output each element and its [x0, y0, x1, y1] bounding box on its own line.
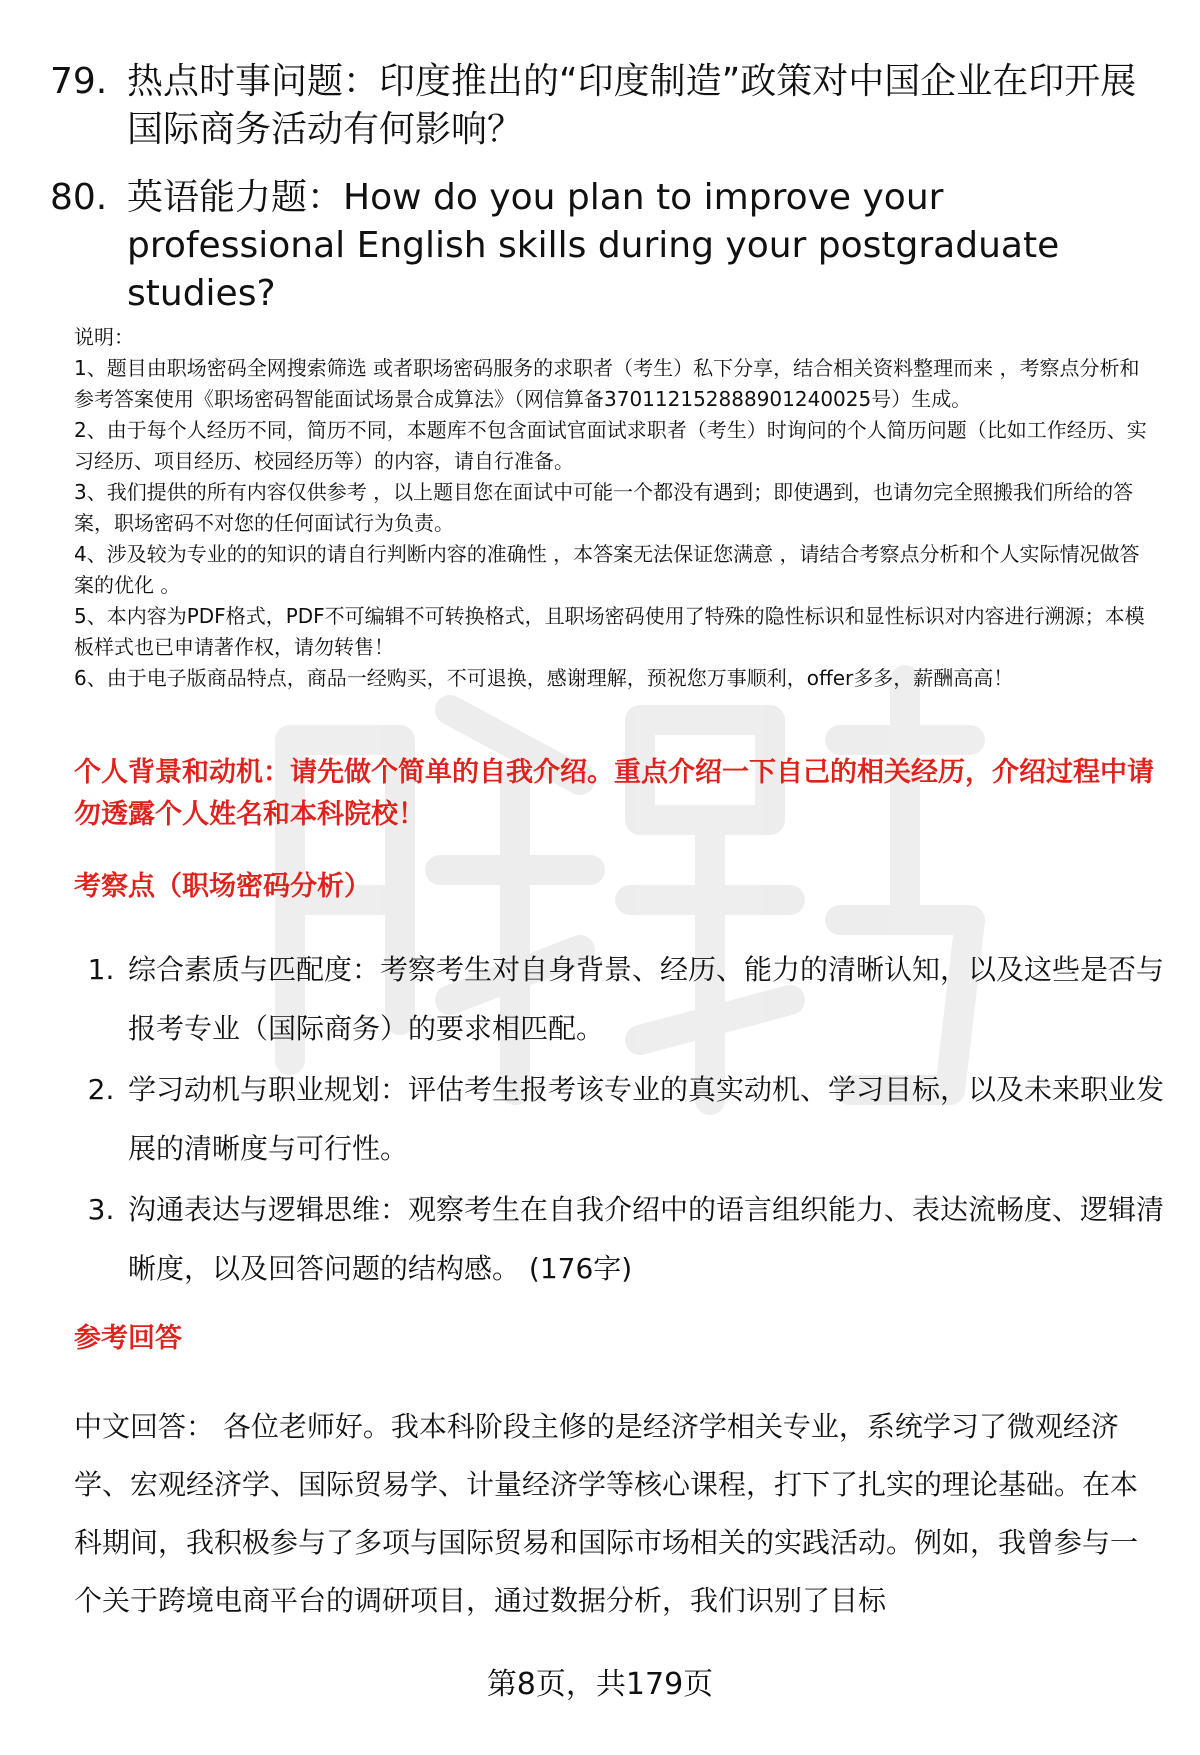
note-item: 6、由于电子版商品特点，商品一经购买，不可退换，感谢理解，预祝您万事顺利，offer多多，薪酬高高！ — [74, 666, 1014, 690]
point-text: 沟通表达与逻辑思维：观察考生在自我介绍中的语言组织能力、表达流畅度、逻辑清晰度，以及回答问题的结构感。 (176字) — [128, 1193, 1165, 1285]
analysis-point — [74, 1060, 1164, 1178]
point-number: 2. — [87, 1073, 115, 1106]
question-number: 79. — [50, 61, 108, 102]
question-text: 英语能力题：How do you plan to improve your professional English skills during your postgraduate studies? — [127, 177, 1060, 314]
analysis-point — [74, 940, 1164, 1058]
question-number: 80. — [50, 177, 108, 218]
notes-block — [74, 322, 1154, 694]
analysis-heading: 考察点（职场密码分析） — [74, 871, 371, 902]
reference-heading: 参考回答 — [74, 1323, 182, 1354]
note-item: 1、题目由职场密码全网搜索筛选 或者职场密码服务的求职者（考生）私下分享，结合相关资料整理而来 ，考察点分析和参考答案使用《职场密码智能面试场景合成算法》（网信算备370112152888901240025号）生成。 — [74, 356, 1140, 411]
note-item: 4、涉及较为专业的的知识的请自行判断内容的准确性 ，本答案无法保证您满意 ，请结合考察点分析和个人实际情况做答案的优化 。 — [74, 542, 1140, 597]
note-item: 2、由于每个人经历不同，简历不同，本题库不包含面试官面试求职者（考生）时询问的个人简历问题（比如工作经历、实习经历、项目经历、校园经历等）的内容，请自行准备。 — [74, 418, 1147, 473]
point-text: 学习动机与职业规划：评估考生报考该专业的真实动机、学习目标，以及未来职业发展的清晰度与可行性。 — [128, 1073, 1165, 1165]
page-footer: 第8页，共179页 — [486, 1667, 714, 1702]
reference-answer: 中文回答： 各位老师好。我本科阶段主修的是经济学相关专业，系统学习了微观经济学、宏观经济学、国际贸易学、计量经济学等核心课程，打下了扎实的理论基础。在本科期间，我积极参与了多项与国际贸易和国际市场相关的实践活动。例如，我曾参与一个关于跨境电商平台的调研项目，通过数据分析，我们识别了目标 — [74, 1410, 1139, 1617]
note-item: 5、本内容为PDF格式，PDF不可编辑不可转换格式，且职场密码使用了特殊的隐性标识和显性标识对内容进行溯源；本模板样式也已申请著作权，请勿转售！ — [74, 604, 1145, 659]
analysis-point — [74, 1180, 1164, 1298]
notes-title: 说明： — [74, 325, 134, 349]
question-80 — [50, 174, 1160, 318]
question-79 — [50, 58, 1160, 154]
question-text: 热点时事问题：印度推出的“印度制造”政策对中国企业在印开展国际商务活动有何影响？ — [127, 61, 1137, 150]
point-number: 1. — [87, 953, 115, 986]
analysis-points — [74, 940, 1164, 1300]
point-number: 3. — [87, 1193, 115, 1226]
main-question: 个人背景和动机：请先做个简单的自我介绍。重点介绍一下自己的相关经历，介绍过程中请勿透露个人姓名和本科院校！ — [74, 757, 1154, 830]
point-text: 综合素质与匹配度：考察考生对自身背景、经历、能力的清晰认知，以及这些是否与报考专业（国际商务）的要求相匹配。 — [128, 953, 1165, 1045]
note-item: 3、我们提供的所有内容仅供参考 ，以上题目您在面试中可能一个都没有遇到；即使遇到，也请勿完全照搬我们所给的答案，职场密码不对您的任何面试行为负责。 — [74, 480, 1134, 535]
